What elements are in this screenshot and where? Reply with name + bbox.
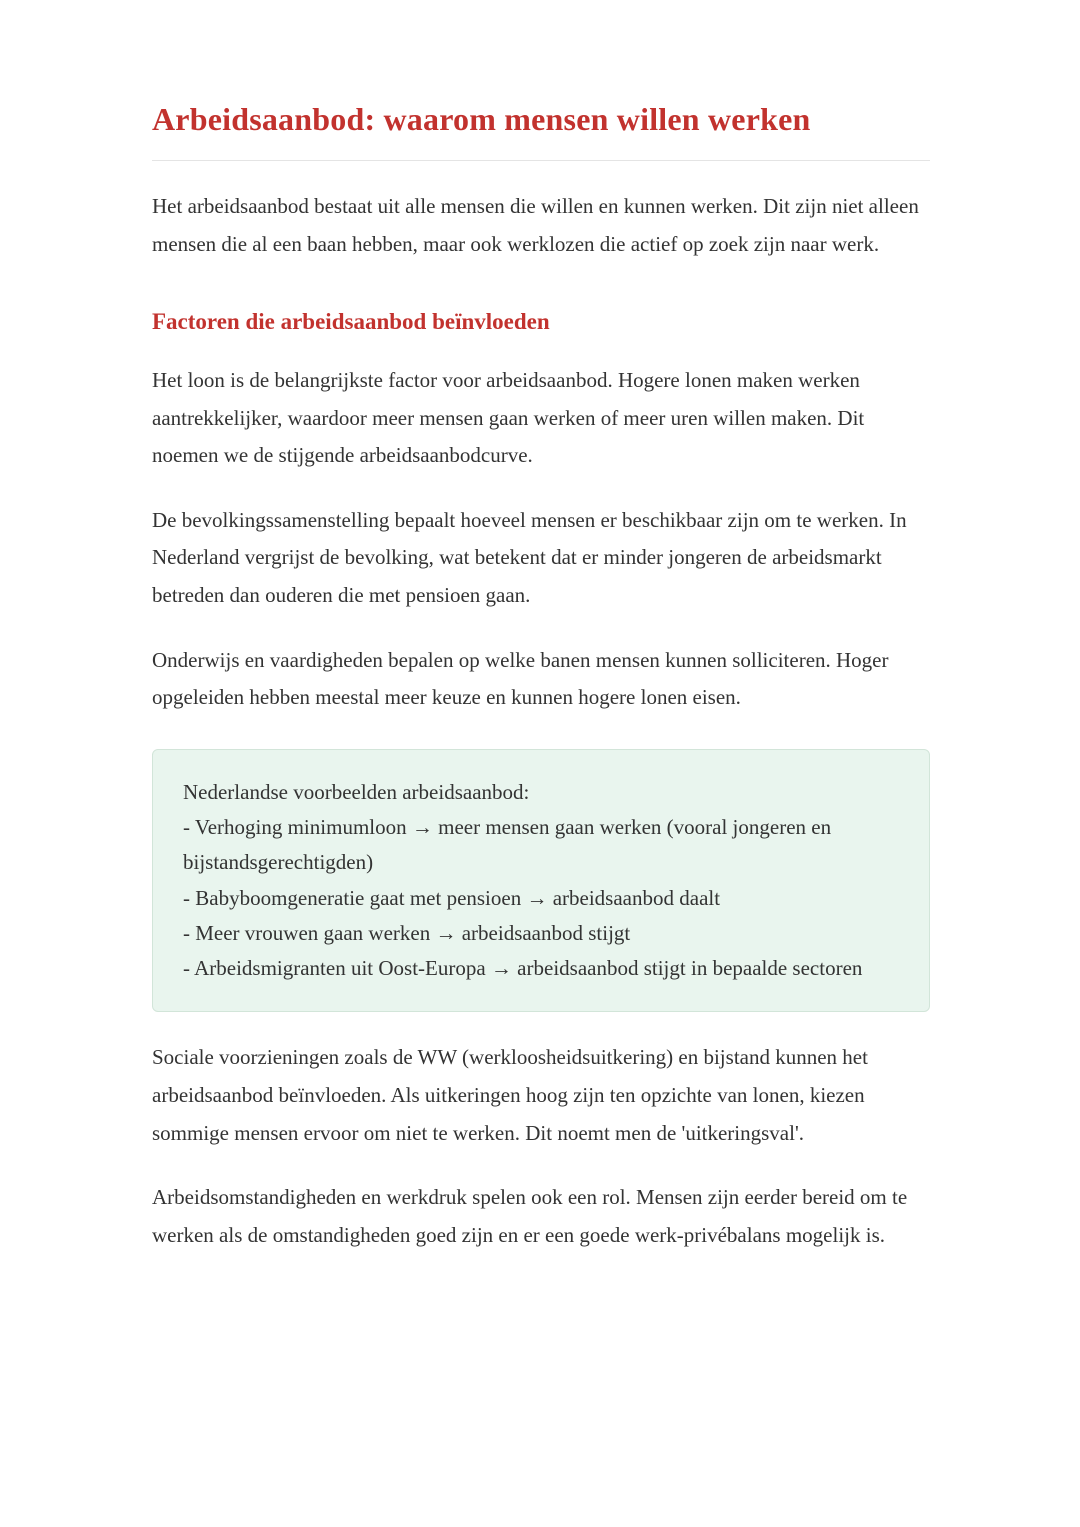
title-divider <box>152 160 930 161</box>
paragraph-onderwijs: Onderwijs en vaardigheden bepalen op welke banen mensen kunnen solliciteren. Hoger opgeleiden hebben meestal meer keuze en kunnen hogere lonen eisen. <box>152 647 889 710</box>
paragraph-loon: Het loon is de belangrijkste factor voor arbeidsaanbod. Hogere lonen maken werken aantrekkelijker, waardoor meer mensen gaan werken of meer uren willen maken. Dit noemen we de stijgende arbeidsaanbodcurve. <box>152 368 865 468</box>
example-item-arbeidsmigranten: - Arbeidsmigranten uit Oost-Europa → arbeidsaanbod stijgt in bepaalde sectoren <box>183 956 863 981</box>
article-content <box>152 0 930 1254</box>
paragraph-arbeidsomstandigheden: Arbeidsomstandigheden en werkdruk spelen ook een rol. Mensen zijn eerder bereid om te werken als de omstandigheden goed zijn en er een goede werk-privébalans mogelijk is. <box>152 1185 908 1247</box>
example-item-minimumloon: - Verhoging minimumloon → meer mensen gaan werken (vooral jongeren en bijstandsgerechtigden) <box>183 815 832 875</box>
example-item-vrouwen: - Meer vrouwen gaan werken → arbeidsaanbod stijgt <box>183 920 631 945</box>
paragraph-bevolkingssamenstelling: De bevolkingssamenstelling bepaalt hoeveel mensen er beschikbaar zijn om te werken. In Nederland vergrijst de bevolking, wat betekent dat er minder jongeren de arbeidsmarkt betreden dan ouderen die met pensioen gaan. <box>152 507 907 608</box>
example-box-title: Nederlandse voorbeelden arbeidsaanbod: <box>183 779 530 804</box>
example-item-babyboom: - Babyboomgeneratie gaat met pensioen → arbeidsaanbod daalt <box>183 885 721 910</box>
section-heading-factoren: Factoren die arbeidsaanbod beïnvloeden <box>152 308 550 334</box>
paragraph-sociale-voorzieningen: Sociale voorzieningen zoals de WW (werkloosheidsuitkering) en bijstand kunnen het arbeidsaanbod beïnvloeden. Als uitkeringen hoog zijn ten opzichte van lonen, kiezen sommige mensen ervoor om niet te werken. Dit noemt men de 'uitkeringsval'. <box>152 1045 868 1145</box>
page-title: Arbeidsaanbod: waarom mensen willen werken <box>152 101 811 137</box>
intro-paragraph: Het arbeidsaanbod bestaat uit alle mensen die willen en kunnen werken. Dit zijn niet alleen mensen die al een baan hebben, maar ook werklozen die actief op zoek zijn naar werk. <box>152 194 919 256</box>
example-box <box>152 749 930 1013</box>
